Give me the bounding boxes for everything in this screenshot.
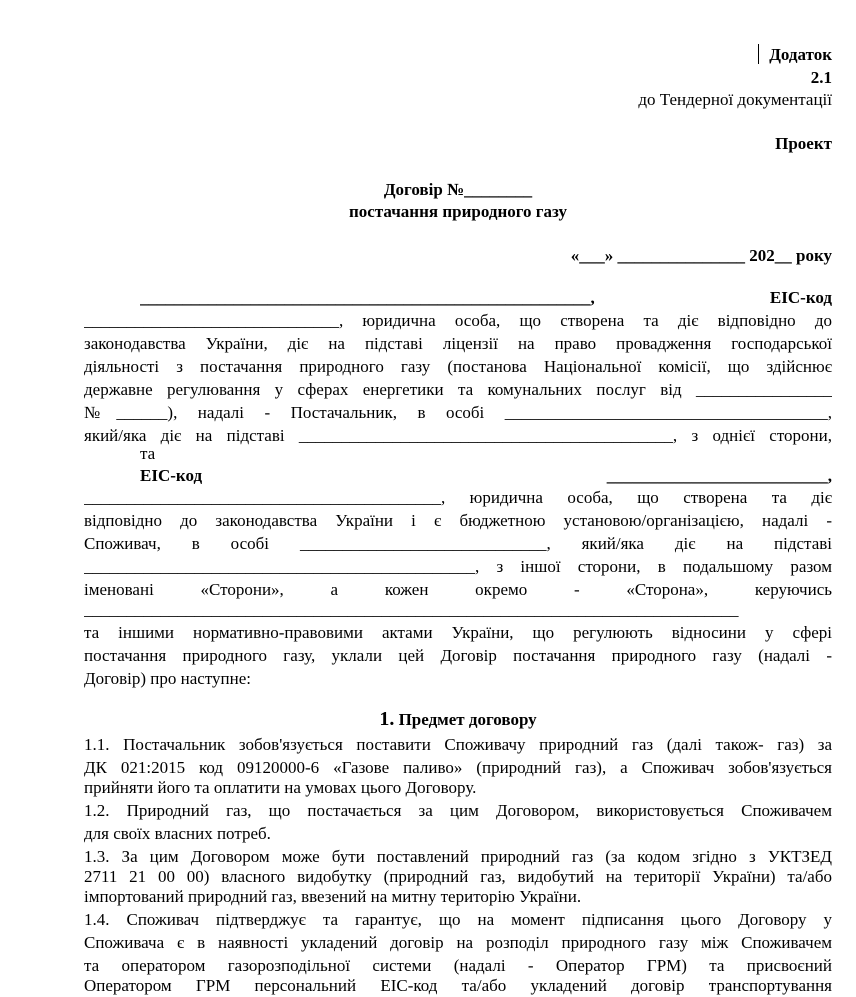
party-line: ______________________________________________, з іншої сторони, в подальшому разом (84, 557, 832, 576)
clause-line: 1.3. За цим Договором може бути поставлений природний газ (за кодом згідно з УКТЗЕД (84, 847, 832, 866)
conjunction-and: та (140, 444, 156, 463)
party-line: та іншими нормативно-правовими актами України, що регулюють відносини у сфері (84, 623, 832, 642)
clause-line: та оператором газорозподільної системи (надалі - Оператор ГРМ) та присвоєний (84, 956, 832, 975)
intro-line: діяльності з постачання природного газу (постанова Національної комісії, що здійснює (84, 357, 832, 376)
party-line: відповідно до законодавства України і є бюджетною установою/організацією, надалі - (84, 511, 832, 530)
clause-line: прийняти його та оплатити на умовах цього Договору. (84, 778, 477, 797)
contract-date: «___» _______________ 202__ року (570, 246, 832, 265)
party-line: __________________________________________, юридична особа, що створена та діє (84, 488, 832, 507)
eic-code-blank: __________________________, (606, 466, 832, 485)
party-line: Договір) про наступне: (84, 669, 252, 688)
clause-line: 2711 21 00 00) власного видобутку (природний газ, видобутий на території України) та/або (84, 867, 832, 886)
draft-label: Проект (775, 134, 832, 153)
section-title: Предмет договору (398, 710, 537, 729)
appendix-label: Додаток (769, 45, 832, 64)
clause-line: Споживача є в наявності укладений договір на розподіл природного газу між Споживачем (84, 933, 832, 952)
party-line: іменовані «Сторони», а кожен окремо - «Сторона», керуючись (84, 580, 832, 599)
section-number: 1. (379, 708, 395, 730)
party-line: _____________________________________________________________________________ (84, 600, 739, 619)
intro-line: законодавства України, діє на підставі ліцензії на право провадження господарської (84, 334, 832, 353)
contract-title: Договір №________ (383, 180, 533, 199)
intro-line: який/яка діє на підставі ____________________________________________, з однієї сторони, (84, 426, 832, 445)
party-line: Споживач, в особі _____________________________, який/яка діє на підставі (84, 534, 832, 553)
section-heading (84, 709, 832, 730)
party-line: постачання природного газу, уклали цей Договір постачання природного газу (надалі - (84, 646, 832, 665)
intro-line: державне регулювання у сферах енергетики та комунальних послуг від ________________ (84, 380, 832, 399)
clause-line: 1.2. Природний газ, що постачається за цим Договором, використовується Споживачем (84, 801, 832, 820)
clause-line: ДК 021:2015 код 09120000-6 «Газове паливо» (природний газ), а Споживач зобов'язується (84, 758, 832, 777)
clause-line: Оператором ГРМ персональний ЕІС-код та/або укладений договір транспортування (84, 976, 832, 995)
text-cursor (758, 44, 759, 64)
eic-code-label: ЕІС-код (140, 466, 203, 485)
intro-line: ______________________________, юридична особа, що створена та діє відповідно до (84, 311, 832, 330)
clause-line: імпортований природний газ, ввезений на митну територію України. (84, 887, 582, 906)
clause-line: 1.1. Постачальник зобов'язується поставити Споживачу природний газ (далі також- газ) за (84, 735, 832, 754)
appendix-number: 2.1 (810, 68, 832, 87)
intro-line: _____________________________________________________, ЕІС-код (140, 288, 832, 307)
contract-subtitle: постачання природного газу (349, 202, 567, 221)
intro-line: №______), надалі - Постачальник, в особі ______________________________________, (84, 403, 832, 422)
clause-line: 1.4. Споживач підтверджує та гарантує, що на момент підписання цього Договору у (84, 910, 832, 929)
appendix-reference: до Тендерної документації (638, 90, 832, 109)
clause-line: для своїх власних потреб. (84, 824, 271, 843)
